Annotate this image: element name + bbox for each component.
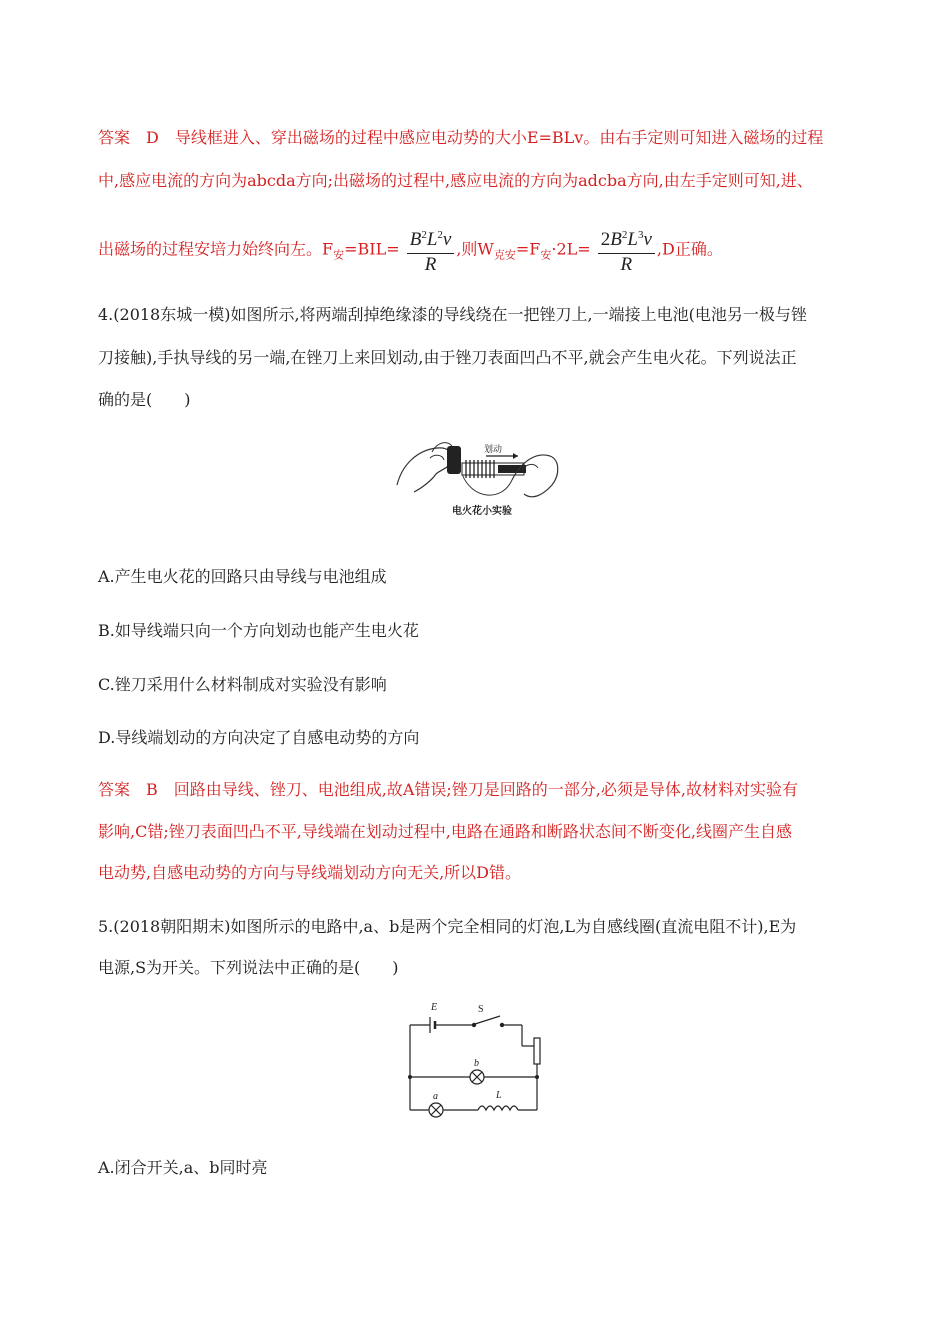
text: ,D正确。 <box>656 239 723 259</box>
q4-stem-line-2: 刀接触),手执导线的另一端,在锉刀上来回划动,由于锉刀表面凹凸不平,就会产生电火花。下列说法正 <box>98 348 797 367</box>
subscript: 克安 <box>493 248 516 262</box>
q3-answer-line-3 <box>98 224 723 276</box>
q4-option-a: A.产生电火花的回路只由导线与电池组成 <box>98 567 387 586</box>
label-e: E <box>431 1002 438 1013</box>
fraction-b2l2v-over-r <box>407 224 455 276</box>
var: L <box>627 229 638 250</box>
figure-label-slide: 划动 <box>484 445 503 455</box>
q4-option-c: C.锉刀采用什么材料制成对实验没有影响 <box>98 675 387 694</box>
q3-answer-line-1: 答案 D 导线框进入、穿出磁场的过程中感应电动势的大小E=BLv。由右手定则可知进入磁场的过程 <box>98 128 824 147</box>
label-a: a <box>433 1091 438 1102</box>
subscript: 安 <box>540 248 552 262</box>
var: B <box>409 229 422 250</box>
text: 出磁场的过程安培力始终向左。F <box>98 239 334 259</box>
exp: 2 <box>421 229 427 241</box>
figure-caption: 电火花小实验 <box>452 506 512 517</box>
label-b: b <box>474 1058 479 1069</box>
spark-experiment-figure <box>392 430 562 522</box>
denominator: R <box>620 254 633 275</box>
label-l: L <box>496 1090 502 1101</box>
exp: 3 <box>637 229 644 241</box>
q5-stem-line-2: 电源,S为开关。下列说法中正确的是( ) <box>98 958 399 977</box>
subscript: 安 <box>333 248 345 262</box>
denominator: R <box>424 254 437 275</box>
text: ,则W <box>456 239 494 259</box>
fraction-2b2l3v-over-r <box>598 224 655 276</box>
circuit-diagram <box>400 1000 550 1125</box>
q4-answer-line-1: 答案 B 回路由导线、锉刀、电池组成,故A错误;锉刀是回路的一部分,必须是导体,故材料对实验有 <box>98 780 798 799</box>
exp: 2 <box>621 229 628 241</box>
q4-answer-line-2: 影响,C错;锉刀表面凹凸不平,导线端在划动过程中,电路在通路和断路状态间不断变化,线圈产生自感 <box>98 822 792 841</box>
exp: 2 <box>437 229 443 241</box>
coef: 2 <box>600 229 611 250</box>
text: ·2L= <box>551 239 591 259</box>
q4-option-d: D.导线端划动的方向决定了自感电动势的方向 <box>98 728 420 747</box>
text: =BIL= <box>344 239 400 259</box>
var: v <box>442 229 452 250</box>
label-s: S <box>478 1004 484 1015</box>
q4-option-b: B.如导线端只向一个方向划动也能产生电火花 <box>98 621 419 640</box>
q5-option-a: A.闭合开关,a、b同时亮 <box>98 1158 268 1177</box>
q4-stem-line-1: 4.(2018东城一模)如图所示,将两端刮掉绝缘漆的导线绕在一把锉刀上,一端接上电池(电池另一极与锉 <box>98 305 807 324</box>
var: L <box>426 229 438 250</box>
q3-answer-line-2: 中,感应电流的方向为abcda方向;出磁场的过程中,感应电流的方向为adcba方向,由左手定则可知,进、 <box>98 171 813 190</box>
q4-answer-line-3: 电动势,自感电动势的方向与导线端划动方向无关,所以D错。 <box>98 863 522 882</box>
q4-stem-line-3: 确的是( ) <box>98 390 191 409</box>
text: =F <box>515 239 541 259</box>
var: B <box>610 229 622 250</box>
var: v <box>643 229 652 250</box>
q5-stem-line-1: 5.(2018朝阳期末)如图所示的电路中,a、b是两个完全相同的灯泡,L为自感线圈(直流电阻不计),E为 <box>98 917 797 936</box>
